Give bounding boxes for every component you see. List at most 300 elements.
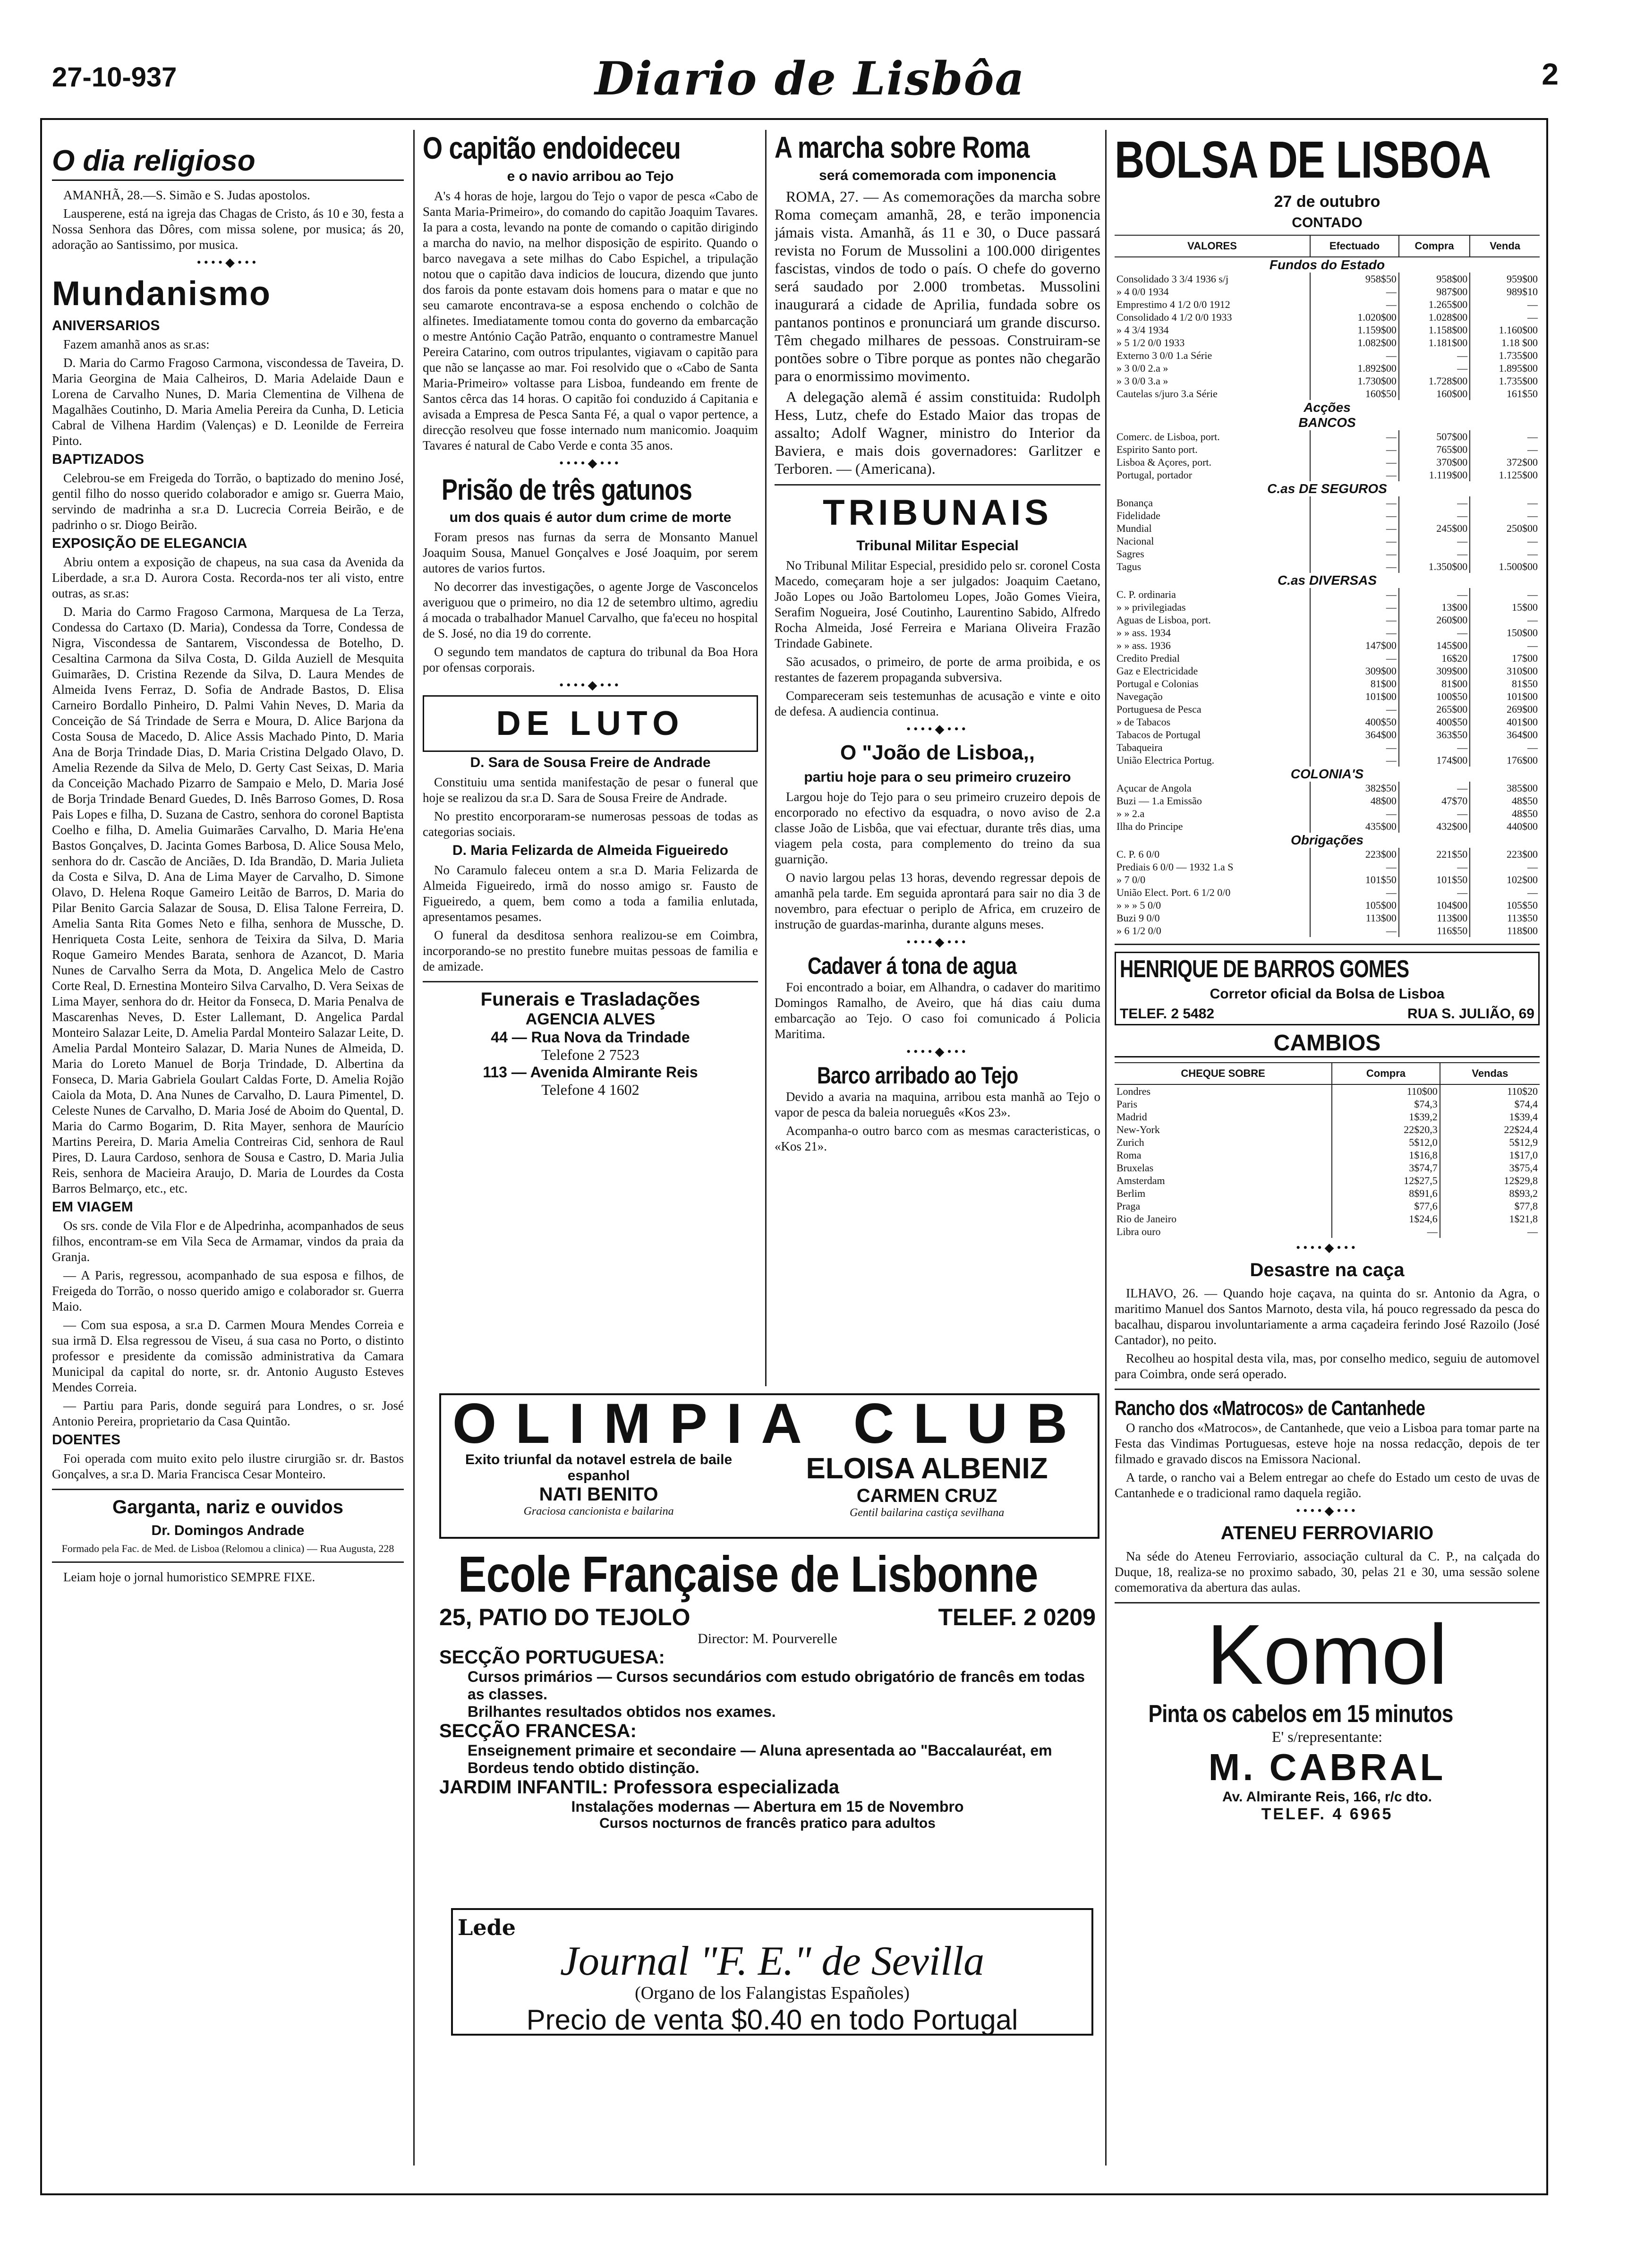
bolsa-price: 113$00 xyxy=(1399,912,1470,924)
bolsa-group-row xyxy=(1115,573,1540,588)
bolsa-group-label: Obrigações xyxy=(1290,833,1364,847)
bolsa-price: — xyxy=(1399,886,1470,899)
bolsa-price: — xyxy=(1470,639,1540,652)
cambios-rate: — xyxy=(1332,1225,1440,1238)
bolsa-security-name: » » 2.a xyxy=(1116,807,1145,819)
cambios-rate: 1$39,2 xyxy=(1332,1110,1440,1123)
bolsa-date: 27 de outubro xyxy=(1274,193,1380,211)
luto-heading: DE LUTO xyxy=(496,705,685,742)
bolsa-group-row xyxy=(1115,415,1540,430)
cambios-rate: 1$21,8 xyxy=(1440,1212,1540,1225)
bolsa-security-name: Prediais 6 0/0 — 1932 1.a S xyxy=(1116,861,1234,873)
bolsa-price: 147$00 xyxy=(1310,639,1399,652)
bolsa-price: 385$00 xyxy=(1470,782,1540,794)
bolsa-price: 1.020$00 xyxy=(1310,311,1399,324)
bolsa-security-name: » 7 0/0 xyxy=(1116,873,1146,886)
bolsa-row xyxy=(1115,430,1540,443)
cambios-place: New-York xyxy=(1116,1123,1160,1135)
bolsa-price: 440$00 xyxy=(1470,820,1540,833)
section-label: EXPOSIÇÃO DE ELEGANCIA xyxy=(52,536,247,551)
bolsa-price: — xyxy=(1310,560,1399,573)
bolsa-price: — xyxy=(1399,861,1470,873)
newspaper-title: Diario de Lisbôa xyxy=(595,52,1025,105)
bolsa-price: 989$10 xyxy=(1470,285,1540,298)
paragraph: Abriu ontem a exposição de chapeus, na sua casa da Avenida da Liberdade, a sr.a D. Aurora Costa. Recorda-nos ter ali visto, entre outras, as sr.as: xyxy=(52,555,404,600)
olimpia-artist: NATI BENITO xyxy=(539,1484,658,1505)
bolsa-row xyxy=(1115,588,1540,601)
olimpia-left xyxy=(441,1452,756,1519)
funerais-address: 44 — Rua Nova da Trindade xyxy=(491,1029,690,1046)
bolsa-price: 221$50 xyxy=(1399,848,1470,861)
bolsa-security-name: Portugal e Colonias xyxy=(1116,677,1199,690)
bolsa-row xyxy=(1115,873,1540,886)
bolsa-group-label: COLONIA'S xyxy=(1290,767,1364,781)
bolsa-price: 1.125$00 xyxy=(1470,469,1540,481)
cambios-place: Rio de Janeiro xyxy=(1116,1212,1177,1225)
column-rule xyxy=(413,130,415,2166)
cambios-row xyxy=(1115,1136,1540,1149)
bolsa-price: 1.728$00 xyxy=(1399,375,1470,387)
bolsa-row xyxy=(1115,652,1540,665)
bolsa-security-name: Portugal, portador xyxy=(1116,469,1193,481)
komol-slogan: Pinta os cabelos em 15 minutos xyxy=(1148,1700,1453,1728)
cambios-table xyxy=(1115,1062,1540,1238)
bolsa-row xyxy=(1115,336,1540,349)
separator: ••••◆••• xyxy=(906,1045,969,1058)
column-noticias-1 xyxy=(423,130,758,1381)
bolsa-price: 309$00 xyxy=(1399,665,1470,677)
cambios-rate: 110$00 xyxy=(1332,1084,1440,1098)
bolsa-price: — xyxy=(1399,509,1470,522)
komol-phone: TELEF. 4 6965 xyxy=(1261,1805,1393,1823)
section-label: EM VIAGEM xyxy=(52,1199,133,1215)
bolsa-price: 16$20 xyxy=(1399,652,1470,665)
bolsa-price: 432$00 xyxy=(1399,820,1470,833)
bolsa-security-name: Externo 3 0/0 1.a Série xyxy=(1116,349,1212,361)
paragraph: O rancho dos «Matrocos», de Cantanhede, que veio a Lisboa para tomar parte na Festa das Vindimas Portuguesas, esteve hoje na nossa redacção, depois de ter filmado e gravado discos na Emissora Nacional. xyxy=(1115,1421,1540,1466)
bolsa-column-header: Venda xyxy=(1470,235,1540,257)
page-number: 2 xyxy=(1542,57,1559,91)
bolsa-row xyxy=(1115,509,1540,522)
bolsa-price: 150$00 xyxy=(1470,626,1540,639)
bolsa-security-name: » 6 1/2 0/0 xyxy=(1116,924,1161,937)
cambios-place: Amsterdam xyxy=(1116,1174,1165,1186)
bolsa-security-name: Cautelas s/juro 3.a Série xyxy=(1116,387,1218,400)
bolsa-security-name: Comerc. de Lisboa, port. xyxy=(1116,430,1220,443)
cambios-place: Berlim xyxy=(1116,1187,1146,1199)
ecole-text: Instalações modernas — Abertura em 15 de Novembro xyxy=(571,1798,964,1815)
ecole-director: Director: M. Pourverelle xyxy=(698,1631,837,1646)
bolsa-price: 400$50 xyxy=(1310,716,1399,728)
henrique-ad xyxy=(1115,952,1540,1025)
paragraph: Celebrou-se em Freigeda do Torrão, o baptizado do menino José, gentil filho do nosso querido colaborador e amigo sr. Guerra Maio, servindo de madrinha a sr.a D. Lucrecia Correia Beirão, e de padrinho o sr. Diogo Beirão. xyxy=(52,471,404,532)
bolsa-security-name: Mundial xyxy=(1116,522,1152,534)
bolsa-price: 958$50 xyxy=(1310,273,1399,285)
barco-headline: Barco arribado ao Tejo xyxy=(817,1062,1018,1089)
bolsa-price: 223$00 xyxy=(1310,848,1399,861)
bolsa-price: — xyxy=(1399,741,1470,754)
bolsa-security-name: C. P. ordinaria xyxy=(1116,588,1176,600)
capitao-subhead: e o navio arribou ao Tejo xyxy=(507,169,674,184)
bolsa-price: 364$00 xyxy=(1310,728,1399,741)
bolsa-price: 507$00 xyxy=(1399,430,1470,443)
paragraph: ILHAVO, 26. — Quando hoje caçava, na quinta do sr. Antonio da Agra, o maritimo Manuel dos Santos Marnoto, desta vila, há pouco regressado da pesca do bacalhau, disparou involuntariamente a arma caçadeira ferindo José Razoilo (José Cantador), no peito. xyxy=(1115,1286,1540,1347)
prisao-headline: Prisão de três gatunos xyxy=(442,474,692,506)
leiam-note: Leiam hoje o jornal humoristico SEMPRE FIXE. xyxy=(63,1570,315,1584)
bolsa-price: 401$00 xyxy=(1470,716,1540,728)
bolsa-row xyxy=(1115,535,1540,547)
bolsa-security-name: Portuguesa de Pesca xyxy=(1116,703,1201,715)
henrique-phone: TELEF. 2 5482 xyxy=(1120,1006,1215,1022)
cambios-rate: 1$24,6 xyxy=(1332,1212,1440,1225)
bolsa-price: — xyxy=(1310,626,1399,639)
paragraph: Os srs. conde de Vila Flor e de Alpedrinha, acompanhados de seus filhos, encontram-se em Vila Seca de Armamar, vindos da praia da Granja. xyxy=(52,1219,404,1264)
bolsa-security-name: C. P. 6 0/0 xyxy=(1116,848,1160,860)
bolsa-price: — xyxy=(1470,588,1540,601)
bolsa-price: 161$50 xyxy=(1470,387,1540,400)
bolsa-row xyxy=(1115,601,1540,614)
divider xyxy=(423,981,758,982)
bolsa-price: 15$00 xyxy=(1470,601,1540,614)
bolsa-row xyxy=(1115,311,1540,324)
olimpia-title: OLIMPIA CLUB xyxy=(452,1392,1087,1455)
paragraph: Na séde do Ateneu Ferroviario, associação cultural da C. P., na calçada do Duque, 18, realiza-se no proximo sabado, 30, pelas 21 e 30, uma sessão solene comemorativa da abertura das aulas. xyxy=(1115,1549,1540,1594)
bolsa-row xyxy=(1115,547,1540,560)
bolsa-row xyxy=(1115,677,1540,690)
ecole-address: 25, PATIO DO TEJOLO xyxy=(439,1604,690,1630)
cambios-rate: 5$12,0 xyxy=(1332,1136,1440,1149)
bolsa-price: 101$00 xyxy=(1310,690,1399,703)
henrique-name: HENRIQUE DE BARROS GOMES xyxy=(1120,955,1409,983)
bolsa-price: 372$00 xyxy=(1470,456,1540,469)
olimpia-artist-desc: Graciosa cancionista e bailarina xyxy=(523,1505,674,1518)
bolsa-price: 81$00 xyxy=(1310,677,1399,690)
cambios-rate: 22$24,4 xyxy=(1440,1123,1540,1136)
paragraph: No Tribunal Militar Especial, presidido pelo sr. coronel Costa Macedo, começaram hoje a ser julgados: Joaquim Caetano, João Lopes ou João Bartolomeu Lopes, João Gomes Vieira, Serafim Nogueira, José Coutinho, Laurentino Sabido, Alfredo Rocha Almeida, José Ferreira e Mariana Oliveira Frazão Trindade Gabinete. xyxy=(775,558,1100,650)
bolsa-price: 223$00 xyxy=(1470,848,1540,861)
henrique-address: RUA S. JULIÃO, 69 xyxy=(1407,1006,1534,1022)
bolsa-price: — xyxy=(1310,588,1399,601)
bolsa-security-name: Lisboa & Açores, port. xyxy=(1116,456,1212,468)
bolsa-security-name: Fidelidade xyxy=(1116,509,1160,521)
cambios-place: Paris xyxy=(1116,1098,1137,1110)
bolsa-price: — xyxy=(1399,588,1470,601)
bolsa-price: 1.181$00 xyxy=(1399,336,1470,349)
bolsa-group-label: C.as DIVERSAS xyxy=(1277,573,1377,588)
bolsa-price: 765$00 xyxy=(1399,443,1470,456)
paragraph: Fazem amanhã anos as sr.as: xyxy=(63,337,210,351)
journal-price: Precio de venta $0.40 en todo Portugal xyxy=(526,2004,1018,2036)
paragraph: O funeral da desditosa senhora realizou-se em Coimbra, incorporando-se no prestito funebre muitas pessoas de familia e de amizade. xyxy=(423,928,758,973)
bolsa-price: 160$00 xyxy=(1399,387,1470,400)
separator: ••••◆••• xyxy=(559,456,622,470)
divider xyxy=(52,1489,404,1490)
komol-name: M. CABRAL xyxy=(1208,1746,1446,1788)
divider xyxy=(1115,944,1540,945)
bolsa-price: — xyxy=(1310,285,1399,298)
cambios-row xyxy=(1115,1174,1540,1187)
cambios-place: Roma xyxy=(1116,1149,1142,1161)
cambios-rate: 5$12,9 xyxy=(1440,1136,1540,1149)
bolsa-price: 1.735$00 xyxy=(1470,349,1540,362)
bolsa-price: — xyxy=(1310,298,1399,311)
column-religioso-mundanismo xyxy=(52,130,404,2170)
komol-rep: E' s/representante: xyxy=(1271,1728,1383,1745)
cambios-row xyxy=(1115,1110,1540,1123)
bolsa-price: 1.895$00 xyxy=(1470,362,1540,375)
cambios-row xyxy=(1115,1123,1540,1136)
bolsa-row xyxy=(1115,387,1540,400)
bolsa-price: 309$00 xyxy=(1310,665,1399,677)
cambios-rate: 1$17,0 xyxy=(1440,1149,1540,1161)
separator: ••••◆••• xyxy=(906,722,969,736)
cambios-rate: 3$74,7 xyxy=(1332,1161,1440,1174)
joao-subhead: partiu hoje para o seu primeiro cruzeiro xyxy=(804,769,1071,785)
bolsa-price: — xyxy=(1310,741,1399,754)
section-label: BAPTIZADOS xyxy=(52,452,144,467)
bolsa-price: — xyxy=(1470,430,1540,443)
cambios-heading: CAMBIOS xyxy=(1115,1030,1540,1057)
bolsa-price: 269$00 xyxy=(1470,703,1540,716)
bolsa-price: 160$50 xyxy=(1310,387,1399,400)
roma-headline: A marcha sobre Roma xyxy=(775,130,1030,164)
bolsa-row xyxy=(1115,924,1540,937)
bolsa-security-name: » 4 3/4 1934 xyxy=(1116,324,1169,336)
bolsa-price: 1.500$00 xyxy=(1470,560,1540,573)
paragraph: — Partiu para Paris, donde seguirá para Londres, o sr. José Antonio Pereira, proprietario da Casa Quintão. xyxy=(52,1398,404,1428)
bolsa-price: 382$50 xyxy=(1310,782,1399,794)
bolsa-security-name: Sagres xyxy=(1116,547,1144,560)
paragraph: Constituiu uma sentida manifestação de pesar o funeral que hoje se realizou da sr.a D. Sara de Sousa Freire de Andrade. xyxy=(423,775,758,805)
paragraph: A tarde, o rancho vai a Belem entregar ao chefe do Estado um cesto de uvas de Cantanhede e o tradicional ramo daquela região. xyxy=(1115,1470,1540,1500)
bolsa-price: — xyxy=(1399,782,1470,794)
bolsa-price: 1.735$00 xyxy=(1470,375,1540,387)
bolsa-price: 958$00 xyxy=(1399,273,1470,285)
bolsa-price: 364$00 xyxy=(1470,728,1540,741)
tribunais-subhead: Tribunal Militar Especial xyxy=(856,538,1019,554)
bolsa-price: 104$00 xyxy=(1399,899,1470,912)
cambios-place: Libra ouro xyxy=(1116,1225,1161,1237)
bolsa-security-name: Consolidado 3 3/4 1936 s/j xyxy=(1116,273,1229,285)
bolsa-price: 1.350$00 xyxy=(1399,560,1470,573)
bolsa-price: 1.18 $00 xyxy=(1470,336,1540,349)
bolsa-price: 400$50 xyxy=(1399,716,1470,728)
cambios-row xyxy=(1115,1084,1540,1098)
bolsa-row xyxy=(1115,362,1540,375)
bolsa-price: 987$00 xyxy=(1399,285,1470,298)
bolsa-price: 48$50 xyxy=(1470,807,1540,820)
cambios-rate: $74,3 xyxy=(1332,1098,1440,1110)
cambios-rate: — xyxy=(1440,1225,1540,1238)
bolsa-price: 102$00 xyxy=(1470,873,1540,886)
bolsa-price: — xyxy=(1310,547,1399,560)
ecole-jardim: JARDIM INFANTIL: Professora especializada xyxy=(439,1777,839,1798)
divider xyxy=(775,484,1100,486)
bolsa-price: — xyxy=(1310,886,1399,899)
religioso-text: AMANHÃ, 28.—S. Simão e S. Judas apostolos. xyxy=(63,188,310,202)
ecole-section-fr: SECÇÃO FRANCESA: xyxy=(439,1721,637,1741)
paragraph: D. Maria do Carmo Fragoso Carmona, Marquesa de La Terza, Condessa do Cartaxo (D. Maria), Condessa da Torre, Condessa de Nigra, Viscondessa de Santarem, Viscondessa de Botelho, D. Cesaltina Carmona da Silva Costa, D. Gilda Auziell de Mesquita Guimarães, D. Cristina Rezende da Silva, D. Laura Mendes de Almeida Ivens Ferraz, D. Sofia de Andrade Bastos, D. Elisa Carneiro Bordallo Pinheiro, D. Palmi Vahin Neves, D. Maria da Conceição de Sá Trindade de Serra e Moura, D. Alice Barjona da Costa Sousa de Macedo, D. Alice Assis Machado Pinto, D. Maria Ana de Borja Trindade Dias, D. Maria Cristina Delgado Olavo, D. Amelia Rezende da Silva de Melo, D. Gerty Cast Seixas, D. Maria da Conceição Machado Pizarro de Sampaio e Melo, D. Maria José de Borja Trindade Benard Guedes, D. Inês Barroso Gomes, D. Rosa Pais Lopes e filha, D. Suzana de Castro, senhora do coronel Baptista Coelho e filha, D. Amelia Guimarães Carvalho, D. Maria He'ena Bastos Gonçalves, D. Jacinta Gomes Barbosa, D. Alice Sousa Melo, senhora do dr. Cascão de Anciães, D. Ida Brandão, D. Maria Julieta da Costa e Silva, D. Ana de Lima Mayer de Carvalho, D. Simone Olavo, D. Helena Roque Gameiro Leitão de Barros, D. Maria do Pilar Benito Garcia Salazar de Sousa, D. Elisa Talone Ferreira, D. Amelia Santa Rita Gomes Neto e filha, senhora de Mussche, D. Henriqueta Costa Leite, senhora de Teixira da Silva, D. Maria Roque Gameiro Mendes Barata, senhora de Azancot, D. Maria Nunes de Carvalho Serra da Mota, D. Angelica Melo de Castro Corte Real, D. Ernestina Monteiro Silva Carvalho, D. Vera Seixas de Lima Mayer, senhora do dr. Heitor da Fonseca, D. Maria Penalva de Mascarenhas Neves, D. Ester Lallemant, D. Angelica Pardal Monteiro Salazar Leite, D. Amelia Pardal Monteiro Salazar Leite, D. Amelia Pardal Monteiro Salazar, D. Maria Nunes de Almeida, D. Maria do Loreto Manuel de Borja Trindade, D. Albertina da Fonseca, D. Maria Gabriela Goulart Caldas Forte, D. Amelia Rojão Caiola da Mota, D. Ana Nunes de Carvalho, D. Laura Pimentel, D. Celeste Nunes de Carvalho, D. Maria José de Aboim do Quental, D. Maria do Carmo Bogarim, D. Rita Mayer, senhora de Maurício Martins Pereira, D. Maria Amelia Contreiras Cid, senhora de Raul Pires, D. Laura Cardoso, senhora de Sousa e Castro, D. Maria Julia Reis, senhora de Macieira Araujo, D. Maria de Lourdes da Costa Barros Belmarço, etc., etc. xyxy=(52,605,404,1195)
religioso-heading: O dia religioso xyxy=(52,144,404,181)
bolsa-price: 81$00 xyxy=(1399,677,1470,690)
bolsa-price: — xyxy=(1470,443,1540,456)
ecole-contact xyxy=(439,1603,1096,1631)
cambios-row xyxy=(1115,1161,1540,1174)
bolsa-group-label: Fundos do Estado xyxy=(1269,257,1385,272)
bolsa-price: 13$00 xyxy=(1399,601,1470,614)
funerais-address: 113 — Avenida Almirante Reis xyxy=(483,1064,698,1081)
olimpia-tagline: Exito triunfal da notavel estrela de baile espanhol xyxy=(465,1452,733,1484)
bolsa-price: 310$00 xyxy=(1470,665,1540,677)
bolsa-group-label: Acções xyxy=(1304,400,1351,415)
bolsa-price: — xyxy=(1310,509,1399,522)
bolsa-price: 959$00 xyxy=(1470,273,1540,285)
bolsa-row xyxy=(1115,560,1540,573)
bolsa-price: 1.082$00 xyxy=(1310,336,1399,349)
bolsa-price: — xyxy=(1470,298,1540,311)
journal-fe-ad xyxy=(451,1908,1093,2036)
separator: ••••◆••• xyxy=(559,678,622,692)
bolsa-row xyxy=(1115,807,1540,820)
bolsa-price: — xyxy=(1310,601,1399,614)
bolsa-group-label: BANCOS xyxy=(1298,415,1356,430)
bolsa-price: — xyxy=(1399,362,1470,375)
henrique-subtitle: Corretor oficial da Bolsa de Lisboa xyxy=(1210,986,1445,1002)
bolsa-row xyxy=(1115,848,1540,861)
separator: ••••◆••• xyxy=(1296,1241,1358,1254)
bolsa-row xyxy=(1115,639,1540,652)
ecole-title: Ecole Française de Lisbonne xyxy=(458,1545,1038,1603)
funerais-agency: AGENCIA ALVES xyxy=(525,1010,656,1028)
bolsa-price: 1.119$00 xyxy=(1399,469,1470,481)
bolsa-security-name: União Elect. Port. 6 1/2 0/0 xyxy=(1116,886,1231,898)
bolsa-price: — xyxy=(1470,496,1540,509)
bolsa-price: 48$50 xyxy=(1470,794,1540,807)
bolsa-price: 101$50 xyxy=(1310,873,1399,886)
bolsa-price: — xyxy=(1310,443,1399,456)
cambios-rate: 1$39,4 xyxy=(1440,1110,1540,1123)
bolsa-security-name: » 4 0/0 1934 xyxy=(1116,285,1169,298)
bolsa-price: — xyxy=(1310,430,1399,443)
cambios-place: Bruxelas xyxy=(1116,1161,1154,1174)
bolsa-security-name: » » ass. 1936 xyxy=(1116,639,1171,651)
bolsa-price: 145$00 xyxy=(1399,639,1470,652)
paragraph: Foram presos nas furnas da serra de Monsanto Manuel Joaquim Sousa, Manuel Gonçalves e José Joaquim, por serem autores de varios furtos. xyxy=(423,530,758,575)
bolsa-price: — xyxy=(1470,886,1540,899)
cambios-place: Madrid xyxy=(1116,1110,1147,1123)
capitao-headline: O capitão endoideceu xyxy=(423,130,681,165)
bolsa-row xyxy=(1115,375,1540,387)
bolsa-group-label: C.as DE SEGUROS xyxy=(1267,481,1387,496)
paragraph: Foi encontrado a boiar, em Alhandra, o cadaver do maritimo Domingos Ramalho, de Aveiro, que há dias caiu duma embarcação ao Tejo. O caso foi comunicado á Policia Maritima. xyxy=(775,980,1100,1041)
bolsa-price: 48$00 xyxy=(1310,794,1399,807)
cambios-column-header: CHEQUE SOBRE xyxy=(1115,1063,1332,1084)
bolsa-row xyxy=(1115,741,1540,754)
bolsa-price: — xyxy=(1470,535,1540,547)
cambios-column-header: Vendas xyxy=(1440,1063,1540,1084)
bolsa-price: — xyxy=(1399,349,1470,362)
bolsa-price: 1.892$00 xyxy=(1310,362,1399,375)
journal-subtitle: (Organo de los Falangistas Españoles) xyxy=(635,1983,910,2003)
masthead xyxy=(52,52,1568,104)
bolsa-column-header: Compra xyxy=(1399,235,1470,257)
ecole-text: Enseignement primaire et secondaire — Aluna apresentada ao "Baccalauréat, em Bordeus tendo obtido distinção. xyxy=(468,1742,1052,1776)
bolsa-row xyxy=(1115,716,1540,728)
separator: ••••◆••• xyxy=(196,256,259,269)
garganta-info: Formado pela Fac. de Med. de Lisboa (Relomou a clinica) — Rua Augusta, 228 xyxy=(61,1543,394,1554)
bolsa-security-name: » » » 5 0/0 xyxy=(1116,899,1161,911)
bolsa-price: 265$00 xyxy=(1399,703,1470,716)
cambios-rate: 8$93,2 xyxy=(1440,1187,1540,1200)
bolsa-price: — xyxy=(1470,509,1540,522)
bolsa-row xyxy=(1115,626,1540,639)
paragraph: Devido a avaria na maquina, arribou esta manhã ao Tejo o vapor de pesca da baleia norueguês «Kos 23». xyxy=(775,1090,1100,1119)
bolsa-price: 113$00 xyxy=(1310,912,1399,924)
paragraph: Compareceram seis testemunhas de acusação e vinte e oito de defesa. A audiencia continua. xyxy=(775,689,1100,718)
bolsa-security-name: União Electrica Portug. xyxy=(1116,754,1215,766)
paragraph: O navio largou pelas 13 horas, devendo regressar depois de amanhã pela tarde. Em seguida aprontará para sair no dia 3 de novembro, para efectuar o periplo de Africa, em cruzeiro de instrução de guardas-marinha, durante alguns meses. xyxy=(775,870,1100,931)
olimpia-right xyxy=(756,1452,1098,1519)
bolsa-security-name: Espirito Santo port. xyxy=(1116,443,1198,455)
funerais-phone: Telefone 4 1602 xyxy=(541,1081,639,1098)
bolsa-price: — xyxy=(1310,456,1399,469)
bolsa-row xyxy=(1115,349,1540,362)
bolsa-price: 105$50 xyxy=(1470,899,1540,912)
bolsa-row xyxy=(1115,728,1540,741)
garganta-ad-title: Garganta, nariz e ouvidos xyxy=(112,1497,343,1518)
cambios-row xyxy=(1115,1212,1540,1225)
cambios-place: Praga xyxy=(1116,1200,1141,1212)
bolsa-price: — xyxy=(1310,807,1399,820)
cambios-rate: $74,4 xyxy=(1440,1098,1540,1110)
cambios-rate: $77,6 xyxy=(1332,1200,1440,1212)
bolsa-price: — xyxy=(1470,311,1540,324)
bolsa-security-name: Emprestimo 4 1/2 0/0 1912 xyxy=(1116,298,1230,310)
rancho-headline: Rancho dos «Matrocos» de Cantanhede xyxy=(1115,1397,1425,1420)
paragraph: D. Maria do Carmo Fragoso Carmona, viscondessa de Taveira, D. Maria Georgina de Maia Calheiros, D. Maria Adelaide Daun e Lorena de Carvalho Nunes, D. Maria Clementina de Vilhena de Magalhães Coutinho, D. Maria Amelia Pereira da Cunha, D. Leticia Cabral de Vilhena Hardim (Valenças) e D. Leonilde de Ferreira Pinto. xyxy=(52,356,404,448)
bolsa-price: 370$00 xyxy=(1399,456,1470,469)
bolsa-price: 1.158$00 xyxy=(1399,324,1470,336)
bolsa-price: 47$70 xyxy=(1399,794,1470,807)
bolsa-security-name: » » privilegiadas xyxy=(1116,601,1186,613)
bolsa-price: 1.160$00 xyxy=(1470,324,1540,336)
bolsa-price: — xyxy=(1310,652,1399,665)
bolsa-security-name: » 3 0/0 2.a » xyxy=(1116,362,1168,374)
cambios-rate: 12$29,8 xyxy=(1440,1174,1540,1187)
bolsa-row xyxy=(1115,469,1540,481)
bolsa-price: — xyxy=(1310,614,1399,626)
cambios-row xyxy=(1115,1225,1540,1238)
funerais-phone: Telefone 2 7523 xyxy=(541,1046,639,1063)
bolsa-price: — xyxy=(1310,496,1399,509)
mundanismo-heading: Mundanismo xyxy=(52,275,271,313)
ateneu-headline: ATENEU FERROVIARIO xyxy=(1220,1523,1434,1543)
komol-title: Komol xyxy=(1206,1607,1448,1702)
bolsa-group-row xyxy=(1115,481,1540,496)
bolsa-row xyxy=(1115,285,1540,298)
bolsa-price: 1.265$00 xyxy=(1399,298,1470,311)
bolsa-row xyxy=(1115,665,1540,677)
komol-ad xyxy=(1115,1607,1540,1824)
column-rule xyxy=(765,130,767,1386)
cambios-rate: 3$75,4 xyxy=(1440,1161,1540,1174)
luto-name: D. Maria Felizarda de Almeida Figueiredo xyxy=(452,843,729,858)
bolsa-group-row xyxy=(1115,257,1540,273)
roma-subhead: será comemorada com imponencia xyxy=(819,168,1056,183)
bolsa-row xyxy=(1115,820,1540,833)
funerais-title: Funerais e Trasladações xyxy=(480,989,700,1010)
bolsa-row xyxy=(1115,782,1540,794)
